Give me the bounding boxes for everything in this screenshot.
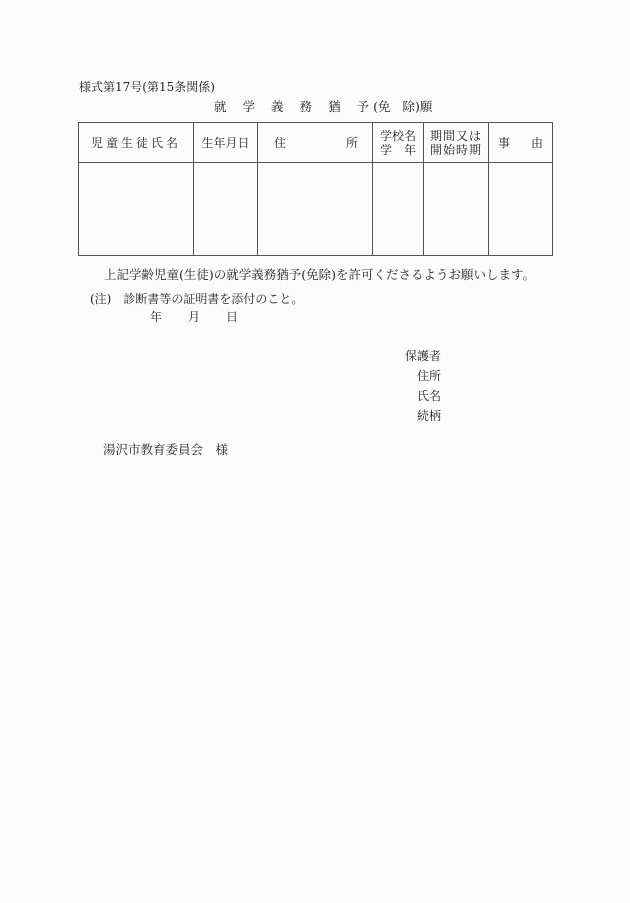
header-school-grade xyxy=(373,123,424,163)
cell-address[interactable] xyxy=(258,163,373,256)
header-line2: 学 年 xyxy=(379,142,416,157)
guardian-title: 保護者 xyxy=(405,349,442,363)
cell-school-grade[interactable] xyxy=(373,163,424,256)
header-label: 児童生徒氏名 xyxy=(90,136,181,150)
note-text: 診断書等の証明書を添付のこと。 xyxy=(123,292,304,306)
title-char: 務 xyxy=(299,99,313,114)
header-line1: 期間又は xyxy=(429,128,482,143)
request-statement: 上記学齢児童(生徒)の就学義務猶予(免除)を許可くださるようお願いします。 xyxy=(104,267,536,282)
header-student-name xyxy=(79,123,194,163)
title-char: 学 xyxy=(242,99,256,114)
header-label-left: 住 xyxy=(274,136,287,150)
date-year: 年 xyxy=(150,310,163,324)
header-label-left: 事 xyxy=(498,136,511,150)
date-line xyxy=(150,308,238,325)
cell-student-name[interactable] xyxy=(79,163,194,256)
header-label: 生年月日 xyxy=(201,136,250,150)
cell-reason[interactable] xyxy=(489,163,553,256)
application-table xyxy=(78,122,553,256)
header-line2: 開始時期 xyxy=(429,142,482,157)
title-char: 除)願 xyxy=(402,99,433,114)
document-title xyxy=(214,97,432,115)
cell-birthdate[interactable] xyxy=(194,163,258,256)
guardian-relation-label: 続柄 xyxy=(417,409,442,423)
title-char: 就 xyxy=(214,99,227,114)
header-birthdate xyxy=(194,123,258,163)
date-month: 月 xyxy=(188,310,201,324)
header-period xyxy=(424,123,489,163)
note xyxy=(90,290,303,307)
guardian-block xyxy=(405,346,441,426)
form-number: 様式第17号(第15条関係) xyxy=(79,80,215,94)
table-row xyxy=(79,163,553,256)
header-address xyxy=(258,123,373,163)
cell-period[interactable] xyxy=(424,163,489,256)
date-day: 日 xyxy=(226,310,239,324)
addressee: 湯沢市教育委員会 様 xyxy=(103,442,229,457)
guardian-name-label: 氏名 xyxy=(417,389,442,403)
guardian-address-label: 住所 xyxy=(417,369,442,383)
title-char: (免 xyxy=(373,99,391,114)
title-char: 猶 xyxy=(328,99,341,114)
header-label-right: 所 xyxy=(345,136,358,150)
table-header-row xyxy=(79,123,553,163)
title-char: 義 xyxy=(271,99,284,114)
header-label-right: 由 xyxy=(530,136,543,150)
title-char: 予 xyxy=(356,99,370,114)
header-reason xyxy=(489,123,553,163)
header-line1: 学校名 xyxy=(379,128,416,143)
note-label: (注) xyxy=(90,292,112,306)
